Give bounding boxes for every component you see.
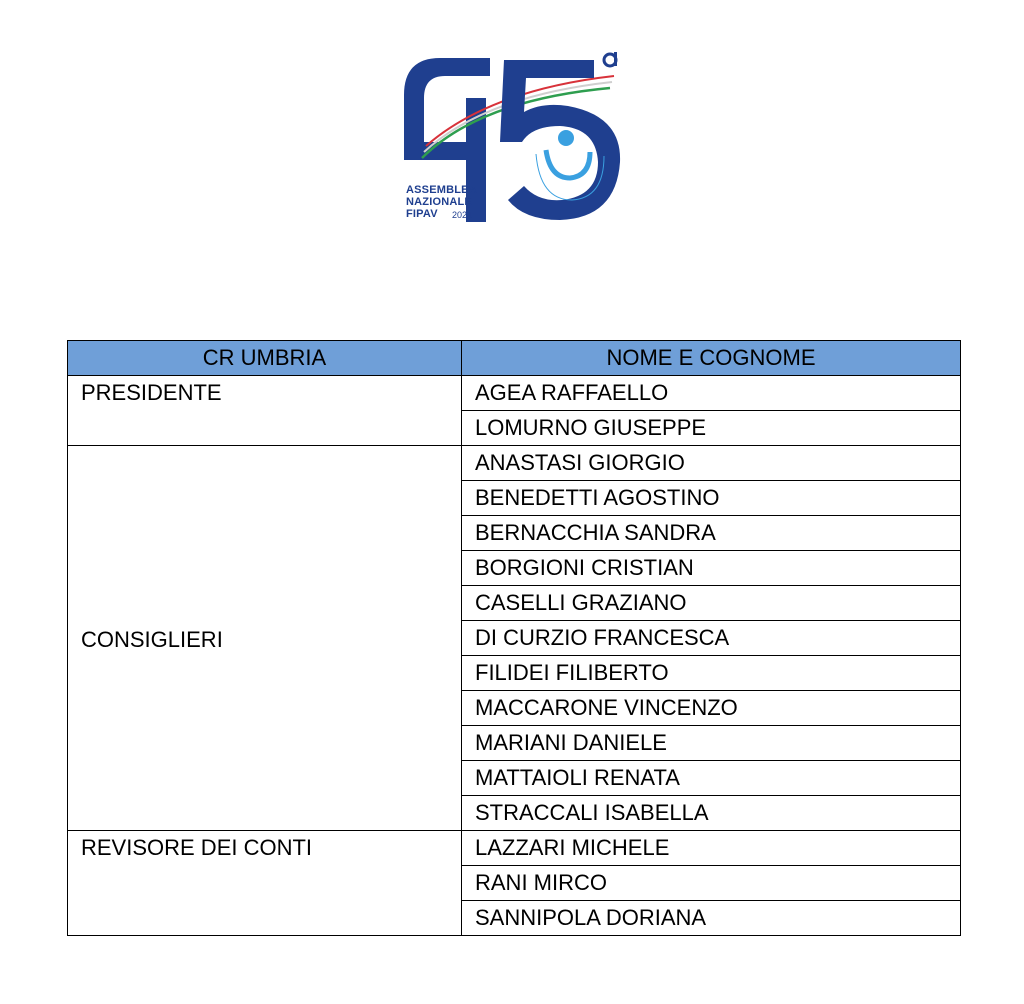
member-name: CASELLI GRAZIANO: [462, 586, 961, 621]
member-name: MATTAIOLI RENATA: [462, 761, 961, 796]
table-row: [68, 446, 961, 481]
superscript-a-stem: [614, 52, 617, 66]
header-region: CR UMBRIA: [68, 341, 462, 376]
logo-line-2: NAZIONALE: [406, 196, 472, 208]
member-name: AGEA RAFFAELLO: [462, 376, 961, 411]
member-name: RANI MIRCO: [462, 866, 961, 901]
member-name: MARIANI DANIELE: [462, 726, 961, 761]
committee-table: [67, 340, 961, 936]
table-row: [68, 831, 961, 866]
member-name: ANASTASI GIORGIO: [462, 446, 961, 481]
logo-line-1: ASSEMBLEA: [406, 184, 477, 196]
logo-year: 2021: [452, 210, 473, 220]
member-name: DI CURZIO FRANCESCA: [462, 621, 961, 656]
member-name: SANNIPOLA DORIANA: [462, 901, 961, 936]
member-name: BERNACCHIA SANDRA: [462, 516, 961, 551]
role-auditor: REVISORE DEI CONTI: [68, 831, 462, 936]
header-name: NOME E COGNOME: [462, 341, 961, 376]
logo-line-3: FIPAV: [406, 208, 438, 220]
role-councillors: CONSIGLIERI: [68, 446, 462, 831]
member-name: FILIDEI FILIBERTO: [462, 656, 961, 691]
emblem-arms: [546, 150, 590, 178]
role-president: PRESIDENTE: [68, 376, 462, 446]
member-name: LOMURNO GIUSEPPE: [462, 411, 961, 446]
emblem-ball: [558, 130, 574, 146]
table-header-row: [68, 341, 961, 376]
member-name: LAZZARI MICHELE: [462, 831, 961, 866]
member-name: BORGIONI CRISTIAN: [462, 551, 961, 586]
table-row: [68, 376, 961, 411]
member-name: STRACCALI ISABELLA: [462, 796, 961, 831]
member-name: MACCARONE VINCENZO: [462, 691, 961, 726]
member-name: BENEDETTI AGOSTINO: [462, 481, 961, 516]
assembly-logo: [400, 50, 625, 225]
